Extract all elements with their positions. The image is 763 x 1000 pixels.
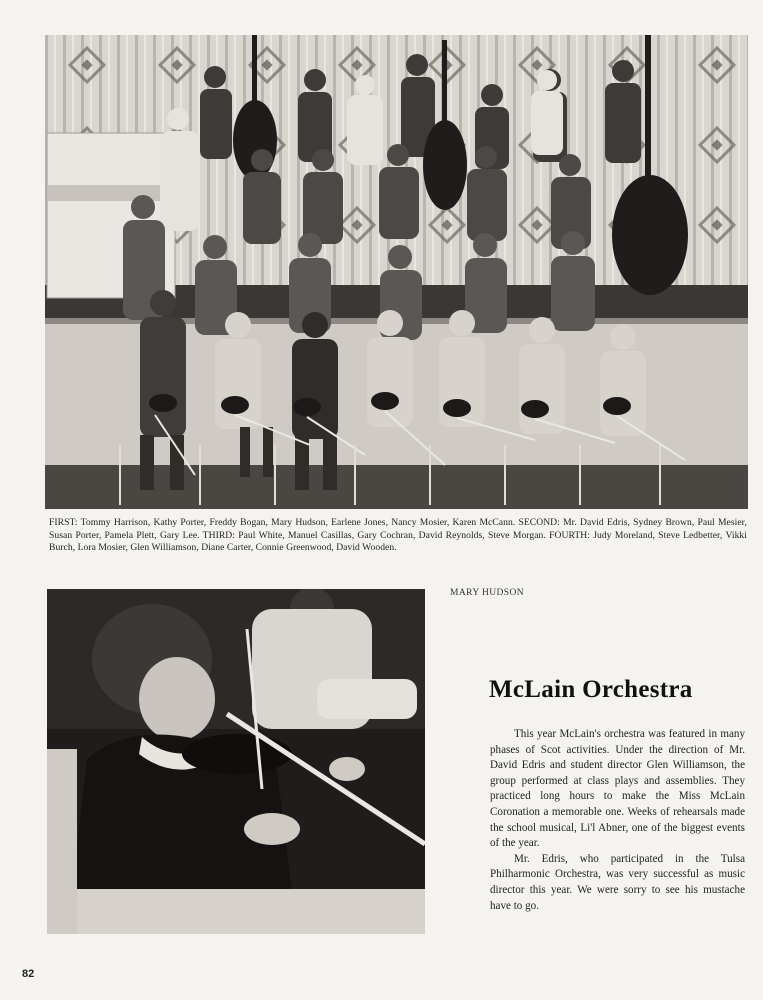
photo-credit: MARY HUDSON [450, 588, 524, 598]
page-number: 82 [22, 968, 35, 980]
article-body [490, 727, 745, 914]
article-title: McLain Orchestra [489, 676, 693, 703]
article-paragraph: This year McLain's orchestra was featured in many phases of Scot activities. Under the direction of Mr. David Edris and student director Glen Williamson, the group performed at class plays and assemblies. They practiced long hours to make the Miss McLain Coronation a memorable one. Weeks of rehearsals made the school musical, Li'l Abner, one of the biggest events of the year. [490, 728, 745, 850]
orchestra-group-photo [45, 35, 748, 509]
article-paragraph: Mr. Edris, who participated in the Tulsa Philharmonic Orchestra, was very successful as music director this year. We were sorry to see his mustache have to go. [490, 852, 745, 912]
violinist-candid-photo [47, 589, 425, 934]
group-photo-caption: FIRST: Tommy Harrison, Kathy Porter, Freddy Bogan, Mary Hudson, Earlene Jones, Nancy Mosier, Karen McCann. SECOND: Mr. David Edris, Sydney Brown, Paul Mesier, Susan Porter, Pamela Plett, Gary Lee. THIRD: Paul White, Manuel Casillas, Gary Cochran, David Reynolds, Steve Morgan. FOURTH: Judy Moreland, Steve Ledbetter, Vikki Burch, Lora Mosier, Glen Williamson, Diane Carter, Connie Greenwood, David Wooden. [49, 517, 747, 553]
